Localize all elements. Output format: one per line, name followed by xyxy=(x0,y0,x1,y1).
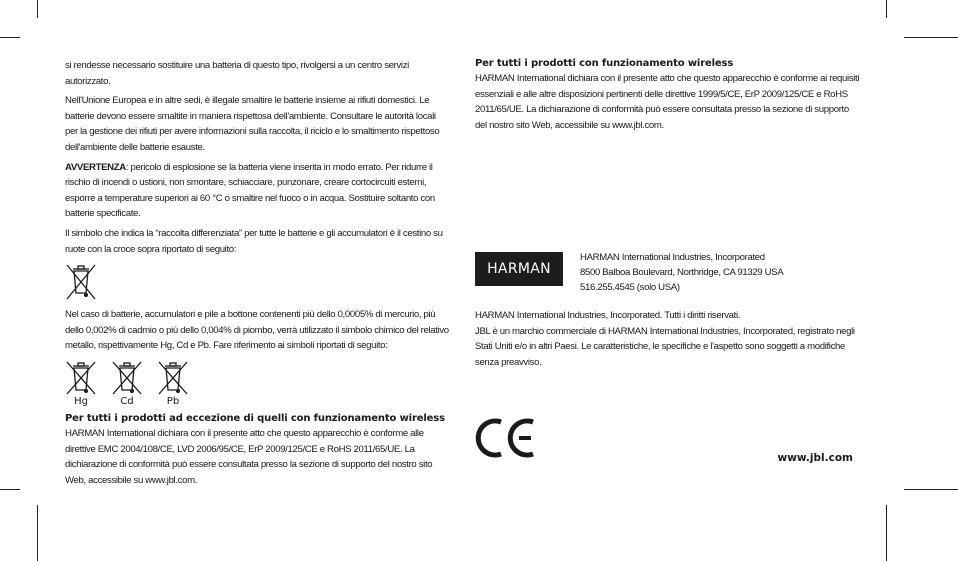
battery-service-paragraph: si rendesse necessario sostituire una batteria di questo tipo, rivolgersi a un centro servizi autorizzato. xyxy=(65,60,409,87)
harman-logo: HARMAN xyxy=(475,252,563,286)
crop-mark xyxy=(37,0,38,18)
left-column xyxy=(65,58,450,492)
weee-bin-icon xyxy=(111,360,143,396)
warning-paragraph xyxy=(65,160,450,222)
website-url: www.jbl.com xyxy=(777,452,853,464)
bin-label-cd: Cd xyxy=(120,395,134,407)
weee-bin-icon xyxy=(65,263,97,301)
right-column xyxy=(475,58,860,137)
bin-label-hg: Hg xyxy=(74,395,88,407)
heavy-metals-paragraph: Nel caso di batterie, accumulatori e pile a bottone contenenti più dello 0,0005% di mercurio, più dello 0,002% di cadmio o più dello 0,004% di piombo, verrà utilizzato il simbolo chimico del relativo metallo, rispettivamente Hg, Cd e Pb. Fare riferimento ai simboli riportati di seguito: xyxy=(65,309,449,352)
non-wireless-declaration: HARMAN International dichiara con il presente atto che questo apparecchio è conforme alle direttive EMC 2004/108/CE, LVD 2006/95/CE, ErP 2009/125/CE e RoHS 2011/65/UE. La dichiarazione di conformità può essere consultata presso la sezione di supporto del nostro sito Web, accessibile su www.jbl.com. xyxy=(65,427,433,486)
bin-label-pb: Pb xyxy=(166,395,180,407)
warning-label: AVVERTENZA xyxy=(65,161,126,173)
ce-mark-icon xyxy=(475,416,537,465)
crop-mark xyxy=(886,0,887,18)
copyright-line: HARMAN International Industries, Incorporated. Tutti i diritti riservati. xyxy=(475,310,741,321)
address-line: HARMAN International Industries, Incorporated xyxy=(580,252,765,263)
weee-bin-icon xyxy=(157,360,189,396)
trademark-paragraph: JBL è un marchio commerciale di HARMAN International Industries, Incorporated, registrato negli Stati Uniti e/o in altri Paesi. Le caratteristiche, le specifiche e l'aspetto sono soggetti a modifiche senza preavviso. xyxy=(475,325,855,368)
legal-notice xyxy=(475,308,860,370)
chemical-bin-row xyxy=(65,360,450,407)
non-wireless-heading: Per tutti i prodotti ad eccezione di quelli con funzionamento wireless xyxy=(65,412,445,424)
weee-bin-icon xyxy=(65,360,97,396)
wireless-declaration: HARMAN International dichiara con il presente atto che questo apparecchio è conforme ai requisiti essenziali e alle altre disposizioni pertinenti delle direttive 1999/5/CE, ErP 2009/125/CE e RoHS 2011/65/UE. La dichiarazione di conformità può essere consultata presso la sezione di supporto del nostro sito Web, accessibile su www.jbl.com. xyxy=(475,73,860,131)
bin-symbol-pb xyxy=(157,360,189,407)
crop-mark xyxy=(37,505,38,561)
address-line: 516.255.4545 (solo USA) xyxy=(580,282,680,293)
crop-mark xyxy=(904,37,958,38)
symbol-paragraph: Il simbolo che indica la “raccolta differenziata” per tutte le batterie e gli accumulatori è il cestino su ruote con la croce sopra riportato di seguito: xyxy=(65,227,443,255)
address-line: 8500 Balboa Boulevard, Northridge, CA 91329 USA xyxy=(580,267,784,278)
crop-mark xyxy=(0,37,20,38)
crop-mark xyxy=(904,489,958,490)
company-address xyxy=(580,250,840,295)
eu-disposal-paragraph: Nell'Unione Europea e in altre sedi, è illegale smaltire le batterie insieme ai rifiuti domestici. Le batterie devono essere smaltite in maniera rispettosa dell'ambiente. Consultare le autorità locali per la gestione dei rifiuti per avere informazioni sulla raccolta, il riciclo e lo smaltimento rispettoso dell'ambiente delle batterie esauste. xyxy=(65,95,440,153)
crop-mark xyxy=(886,505,887,561)
bin-symbol-cd xyxy=(111,360,143,407)
wireless-heading: Per tutti i prodotti con funzionamento wireless xyxy=(475,58,734,69)
bin-symbol-hg xyxy=(65,360,97,407)
warning-text: : pericolo di esplosione se la batteria viene inserita in modo errato. Per ridurre il rischio di incendi o ustioni, non smontare, schiacciare, punzonare, creare cortocircuiti esterni, esporre a temperature superiori ai 60 °C o smaltire nel fuoco o in acqua. Sostituire soltanto con batterie specificate. xyxy=(65,161,435,220)
crop-mark xyxy=(0,489,20,490)
